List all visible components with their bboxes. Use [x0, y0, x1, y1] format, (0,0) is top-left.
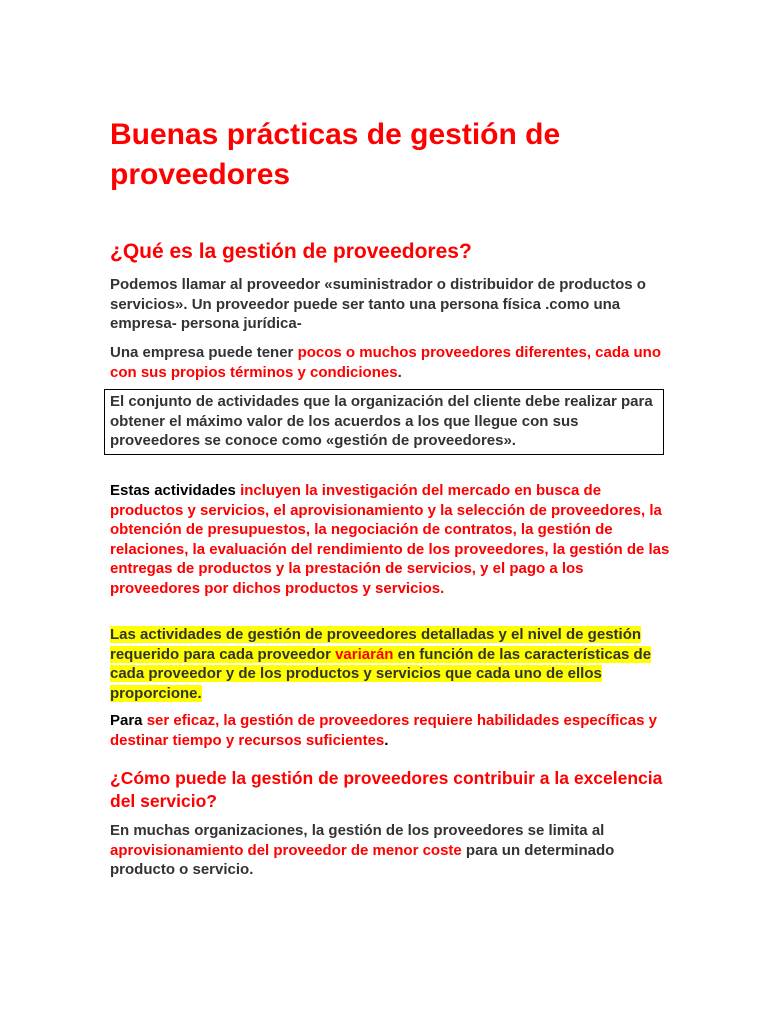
- paragraph-highlighted: [110, 625, 670, 703]
- paragraph-tail: .: [384, 731, 389, 749]
- paragraph-emphasis: pocos o muchos proveedores diferentes, cada uno con sus propios términos y condiciones: [110, 344, 661, 381]
- highlight-emphasis: variarán: [335, 645, 394, 663]
- paragraph-lowest-cost: [110, 821, 670, 880]
- highlight-part1: Las actividades de gestión de proveedores detalladas y el nivel de gestión requerido para cada proveedor: [110, 626, 642, 663]
- highlight-part2: en función de las características de cada proveedor y de los productos y servicios que cada uno de ellos proporcione.: [110, 645, 652, 702]
- paragraph-tail: .: [397, 363, 402, 381]
- paragraph-lead: Estas actividades: [110, 482, 241, 499]
- paragraph-lead: Una empresa puede tener: [110, 344, 298, 361]
- paragraph-lead: En muchas organizaciones, la gestión de los proveedores se limita al: [110, 822, 605, 839]
- paragraph-activities: [110, 481, 670, 598]
- document-title: Buenas prácticas de gestión de proveedores: [110, 118, 561, 191]
- paragraph-lead: Para: [110, 712, 147, 729]
- paragraph-emphasis: ser eficaz, la gestión de proveedores requiere habilidades específicas y destinar tiempo y recursos suficientes: [110, 712, 657, 749]
- paragraph-emphasis: incluyen la investigación del mercado en busca de productos y servicios, el aprovisionamiento y la selección de proveedores, la obtención de presupuestos, la negociación de contratos, la gestión de relaciones, la evaluación del rendimiento de los proveedores, la gestión de las entregas de productos y la prestación de servicios, y el pago a los proveedores por dichos productos y servicios.: [110, 482, 670, 597]
- paragraph-effectiveness: [110, 711, 670, 750]
- highlight-text: [110, 626, 651, 702]
- paragraph-definition: Podemos llamar al proveedor «suministrador o distribuidor de productos o servicios». Un proveedor puede ser tanto una persona física .como una empresa- persona jurídica-: [110, 276, 646, 332]
- paragraph-many-suppliers: [110, 343, 670, 382]
- boxed-definition: El conjunto de actividades que la organización del cliente debe realizar para obtener el máximo valor de los acuerdos a los que llegue con sus proveedores se conoce como «gestión de proveedores».: [104, 389, 664, 455]
- section-heading-excellence: ¿Cómo puede la gestión de proveedores contribuir a la excelencia del servicio?: [110, 768, 663, 811]
- paragraph-tail: para un determinado producto o servicio.: [110, 841, 615, 878]
- paragraph-emphasis: aprovisionamiento del proveedor de menor coste: [110, 841, 462, 859]
- section-heading-what-is: ¿Qué es la gestión de proveedores?: [110, 240, 472, 263]
